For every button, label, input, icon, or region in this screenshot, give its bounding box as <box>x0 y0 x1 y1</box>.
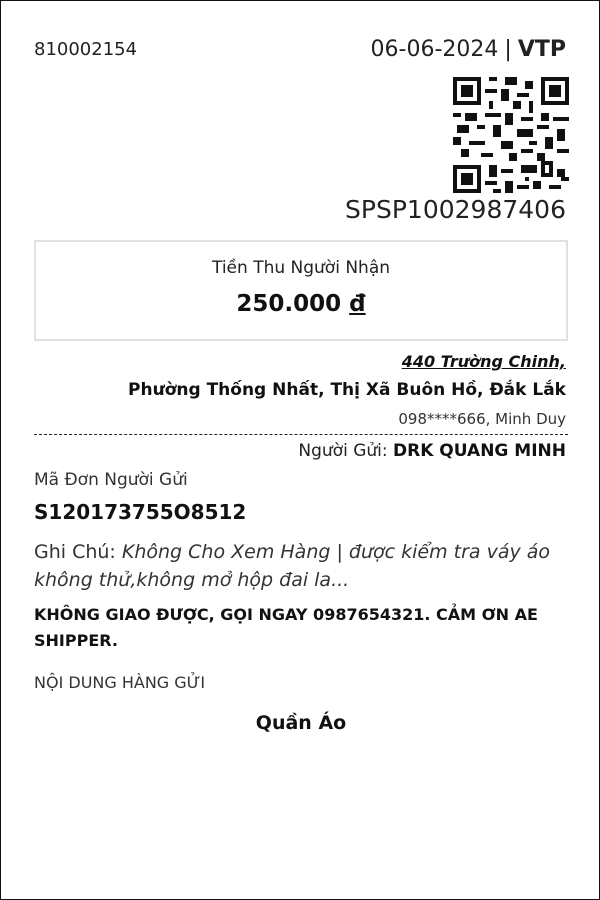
sender-label: Người Gửi: <box>298 441 388 461</box>
tracking-code: SPSP1002987406 <box>345 195 566 224</box>
cod-amount-value: 250.000 <box>236 291 342 317</box>
receiver-phone-name: 098****666, Minh Duy <box>398 410 566 428</box>
sender <box>298 441 566 461</box>
separator: | <box>504 37 512 62</box>
dashed-divider <box>34 434 568 435</box>
carrier-code: VTP <box>517 37 566 62</box>
receiver-district-city: Phường Thống Nhất, Thị Xã Buôn Hồ, Đắk Lắk <box>128 380 566 400</box>
qr-code-icon <box>453 77 569 193</box>
ship-date: 06-06-2024 <box>370 37 499 62</box>
note <box>34 538 574 594</box>
date-carrier <box>371 37 566 62</box>
contents-label: NỘI DUNG HÀNG GỬI <box>34 673 206 692</box>
receiver-street: 440 Trường Chinh, <box>401 352 566 371</box>
sender-name: DRK QUANG MINH <box>393 441 566 461</box>
order-number: 810002154 <box>34 39 138 60</box>
cod-title: Tiền Thu Người Nhận <box>211 258 391 278</box>
cod-amount <box>36 291 566 317</box>
contents-value: Quần Áo <box>255 712 347 734</box>
delivery-warning: KHÔNG GIAO ĐƯỢC, GỌI NGAY 0987654321. CẢM ƠN AE SHIPPER. <box>34 605 538 650</box>
note-label: Ghi Chú: <box>34 541 116 563</box>
note-text: Không Cho Xem Hàng | được kiểm tra váy áo không thử,không mở hộp đai la... <box>34 541 551 591</box>
sender-order-value: S120173755O8512 <box>34 500 247 524</box>
cod-currency: đ <box>349 291 366 317</box>
cod-box <box>34 240 568 341</box>
sender-order-label: Mã Đơn Người Gửi <box>34 470 188 490</box>
